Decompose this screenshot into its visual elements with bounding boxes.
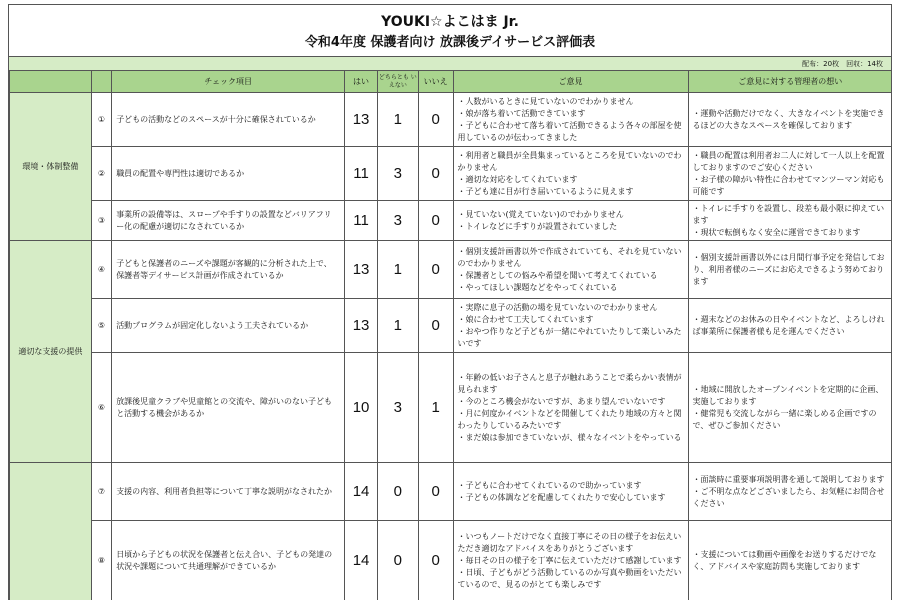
opinion-line: ・子どもの体調などを配慮してくれたりで安心しています <box>457 492 666 502</box>
neither-count: 3 <box>377 353 418 463</box>
check-item-text: 職員の配置や専門性は適切であるか <box>112 147 345 201</box>
opinion-line: ・娘に合わせて工夫してくれています <box>457 314 594 324</box>
response-cell <box>688 201 892 241</box>
opinion-line: ・おやつ作りなど子どもが一緒にやれていたりして楽しいみたいです <box>457 326 682 348</box>
neither-count: 1 <box>377 93 418 147</box>
header-number <box>91 71 111 93</box>
neither-count: 1 <box>377 241 418 299</box>
response-line: ・お子様の障がい特性に合わせてマンツーマン対応も可能です <box>692 174 885 196</box>
opinion-line: ・毎日その日の様子を丁寧に伝えていただけて感謝しています <box>457 555 682 565</box>
sheet-subtitle: 令和4年度 保護者向け 放課後デイサービス評価表 <box>304 35 596 50</box>
response-line: ・個別支援計画書以外には月間行事予定を発信しており、利用者様のニーズにお応えできるよう努めております <box>692 252 885 286</box>
check-item-text: 日頃から子どもの状況を保護者と伝え合い、子どもの発達の状況や課題について共通理解ができているか <box>112 521 345 600</box>
opinion-cell <box>453 93 688 147</box>
check-item-text: 支援の内容、利用者負担等について丁寧な説明がなされたか <box>112 463 345 521</box>
table-row <box>10 521 893 600</box>
response-line: ・運動や活動だけでなく、大きなイベントを実施できるほどの大きなスペースを確保しております <box>692 108 885 130</box>
opinion-line: ・見ていない(覚えていない)のでわかりません <box>457 209 624 219</box>
check-item-text: 事業所の設備等は、スロープや手すりの設置などバリアフリー化の配慮が適切になされているか <box>112 201 345 241</box>
response-cell <box>688 353 892 463</box>
yes-count: 13 <box>345 241 378 299</box>
table-row <box>10 353 893 463</box>
response-line: ・面談時に重要事項説明書を通して説明しております <box>692 474 885 484</box>
row-number: ② <box>91 147 111 201</box>
row-number: ⑤ <box>91 299 111 353</box>
opinion-line: ・実際に息子の活動の場を見ていないのでわかりません <box>457 302 658 312</box>
row-number: ③ <box>91 201 111 241</box>
response-cell <box>688 147 892 201</box>
no-count: 0 <box>418 201 453 241</box>
yes-count: 11 <box>345 147 378 201</box>
yes-count: 13 <box>345 299 378 353</box>
response-cell <box>688 299 892 353</box>
response-line: ・トイレに手すりを設置し、段差も最小限に抑えています <box>692 203 885 225</box>
header-opinion: ご意見 <box>453 71 688 93</box>
opinion-cell <box>453 299 688 353</box>
table-row <box>10 93 893 147</box>
header-no: いいえ <box>418 71 453 93</box>
check-item-text: 子どもの活動などのスペースが十分に確保されているか <box>112 93 345 147</box>
yes-count: 14 <box>345 463 378 521</box>
opinion-cell <box>453 463 688 521</box>
table-row <box>10 147 893 201</box>
opinion-line: ・利用者と職員が全員集まっているところを見ていないのでわかりません <box>457 150 682 172</box>
no-count: 0 <box>418 93 453 147</box>
neither-count: 0 <box>377 521 418 600</box>
title-block <box>9 4 891 56</box>
response-cell <box>688 463 892 521</box>
opinion-line: ・いつもノートだけでなく直接丁寧にその日の様子をお伝えいただき適切なアドバイスをありがとうございます <box>457 531 682 553</box>
response-cell <box>688 93 892 147</box>
opinion-line: ・まだ娘は参加できていないが、様々なイベントをやっている <box>457 432 682 442</box>
no-count: 0 <box>418 147 453 201</box>
response-line: ・現状で転倒もなく安全に運営できております <box>692 227 861 237</box>
header-neither: どちらとも いえない <box>377 71 418 93</box>
category-blank <box>10 463 92 600</box>
table-row <box>10 241 893 299</box>
neither-count: 3 <box>377 147 418 201</box>
header-category <box>10 71 92 93</box>
response-cell <box>688 241 892 299</box>
yes-count: 14 <box>345 521 378 600</box>
yes-count: 10 <box>345 353 378 463</box>
facility-title: YOUKI☆よこはま Jr. <box>381 14 519 30</box>
table-row <box>10 201 893 241</box>
no-count: 0 <box>418 241 453 299</box>
opinion-line: ・やってほしい課題などをやってくれている <box>457 282 618 292</box>
no-count: 0 <box>418 299 453 353</box>
neither-count: 3 <box>377 201 418 241</box>
row-number: ① <box>91 93 111 147</box>
check-item-text: 放課後児童クラブや児童館との交流や、障がいのない子どもと活動する機会があるか <box>112 353 345 463</box>
opinion-line: ・子どもに合わせてくれているので助かっています <box>457 480 642 490</box>
opinion-line: ・保護者としての悩みや希望を聞いて考えてくれている <box>457 270 658 280</box>
category-label: 環境・体制整備 <box>10 93 92 241</box>
header-check-item: チェック項目 <box>112 71 345 93</box>
header-row <box>10 71 893 93</box>
yes-count: 13 <box>345 93 378 147</box>
distribution-info: 配布：20枚 回収：14枚 <box>9 56 891 70</box>
response-line: ・職員の配置は利用者お二人に対して一人以上を配置しておりますのでご安心ください <box>692 150 885 172</box>
opinion-line: ・娘が落ち着いて活動できています <box>457 108 586 118</box>
category-label: 適切な支援の提供 <box>10 241 92 463</box>
response-line: ・健常児も交流しながら一緒に楽しめる企画ですので、ぜひご参加ください <box>692 408 877 430</box>
opinion-cell <box>453 201 688 241</box>
response-line: ・地域に開放したオープンイベントを定期的に企画、実施しております <box>692 384 884 406</box>
opinion-line: ・今のところ機会がないですが、あまり望んでいないです <box>457 396 666 406</box>
evaluation-sheet <box>8 4 892 600</box>
opinion-cell <box>453 521 688 600</box>
yes-count: 11 <box>345 201 378 241</box>
opinion-cell <box>453 147 688 201</box>
opinion-line: ・適切な対応をしてくれています <box>457 174 578 184</box>
opinion-line: ・年齢の低いお子さんと息子が触れあうことで柔らかい表情が見られます <box>457 372 682 394</box>
opinion-line: ・日頃、子どもがどう活動しているのか写真や動画をいただいているので、見るのがとても楽しみです <box>457 567 682 589</box>
opinion-line: ・トイレなどに手すりが設置されていました <box>457 221 618 231</box>
check-item-text: 子どもと保護者のニーズや課題が客観的に分析された上で、保護者等デイサービス計画が作成されているか <box>112 241 345 299</box>
no-count: 0 <box>418 521 453 600</box>
row-number: ⑥ <box>91 353 111 463</box>
response-line: ・支援については動画や画像をお送りするだけでなく、アドバイスや家庭訪問も実施しております <box>692 549 877 571</box>
row-number: ⑦ <box>91 463 111 521</box>
no-count: 0 <box>418 463 453 521</box>
check-item-text: 活動プログラムが固定化しないよう工夫されているか <box>112 299 345 353</box>
opinion-line: ・月に何度かイベントなどを開催してくれたり地域の方々と関わったりしているみたいです <box>457 408 682 430</box>
table-body <box>10 93 893 600</box>
row-number: ⑧ <box>91 521 111 600</box>
response-cell <box>688 521 892 600</box>
opinion-line: ・子どもに合わせて落ち着いて活動できるよう各々の部屋を使用しているのが伝わってきました <box>457 120 682 142</box>
neither-count: 0 <box>377 463 418 521</box>
header-yes: はい <box>345 71 378 93</box>
opinion-cell <box>453 353 688 463</box>
evaluation-table <box>9 70 892 600</box>
table-row <box>10 463 893 521</box>
table-row <box>10 299 893 353</box>
opinion-line: ・子ども達に目が行き届いているように見えます <box>457 186 634 196</box>
opinion-line: ・個別支援計画書以外で作成されていても、それを見ていないのでわかりません <box>457 246 682 268</box>
no-count: 1 <box>418 353 453 463</box>
row-number: ④ <box>91 241 111 299</box>
response-line: ・週末などのお休みの日やイベントなど、よろしければ事業所に保護者様も足を運んでください <box>692 314 885 336</box>
neither-count: 1 <box>377 299 418 353</box>
opinion-cell <box>453 241 688 299</box>
opinion-line: ・人数がいるときに見ていないのでわかりません <box>457 96 634 106</box>
response-line: ・ご不明な点などございましたら、お気軽にお問合せください <box>692 486 885 508</box>
header-response: ご意見に対する管理者の想い <box>688 71 892 93</box>
